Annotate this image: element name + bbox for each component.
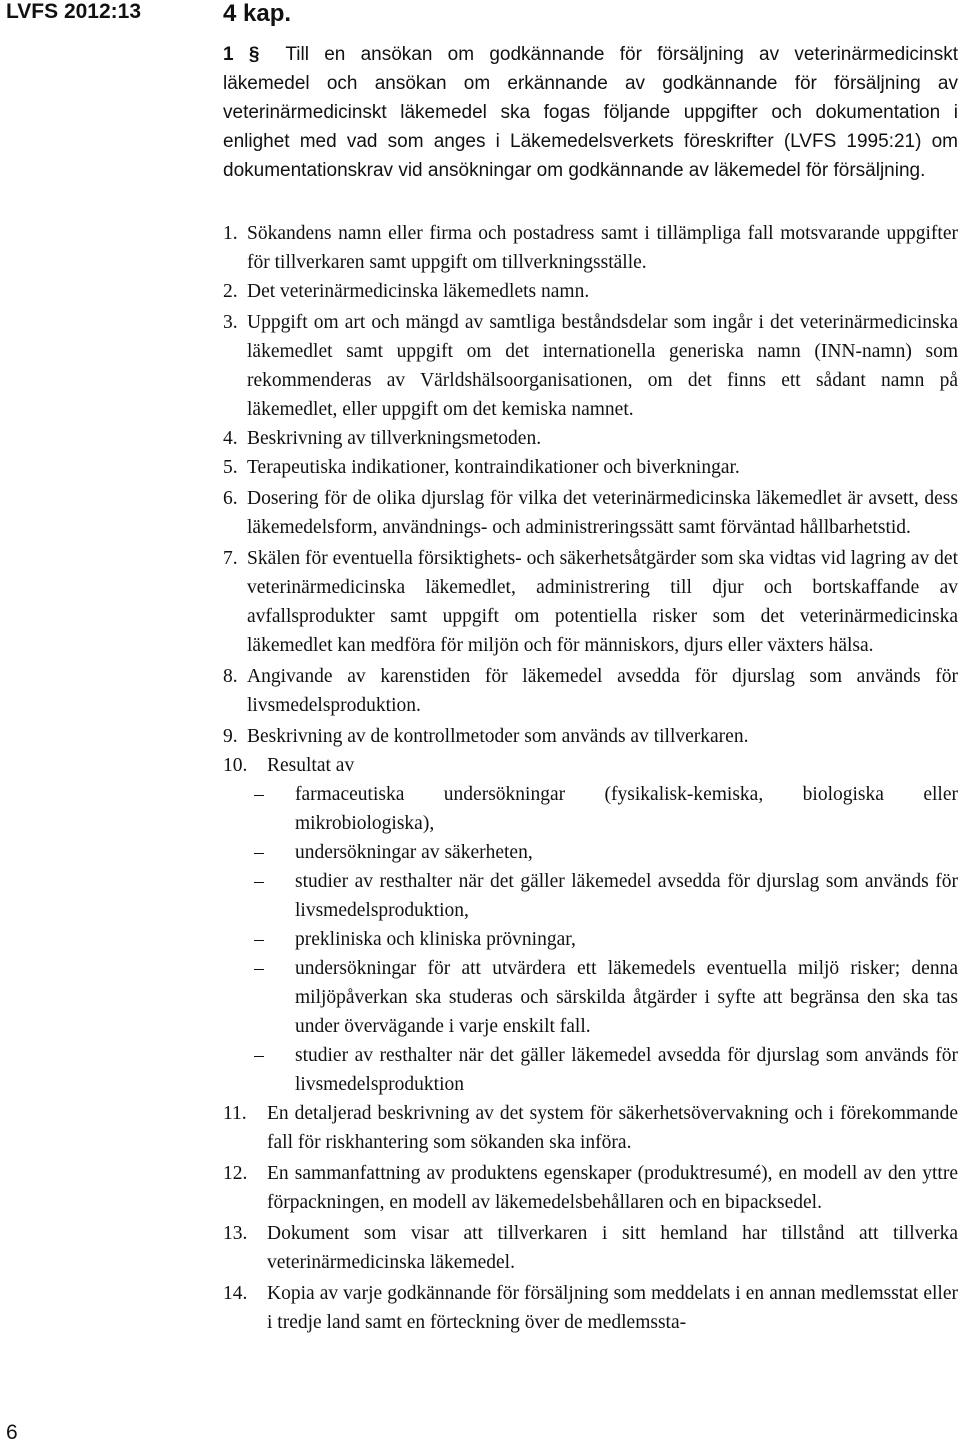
document-id: LVFS 2012:13 bbox=[6, 0, 142, 23]
item-text: En sammanfattning av produktens egenskaper (produktresumé), en modell av den yttre förpackningen, en modell av läkemedelsbehållaren och en bipacksedel. bbox=[267, 1163, 958, 1213]
section-text: Till en ansökan om godkännande för försäljning av veterinärmedicinskt läkemedel och ansökan om erkännande av godkännande för försäljning av veterinärmedicinskt läkemedel ska fogas följande uppgifter och dokumentation i enlighet med vad som anges i Läkemedelsverkets föreskrifter (LVFS 1995:21) om dokumentationskrav vid ansökningar om godkännande av läkemedel för försäljning. bbox=[223, 44, 958, 181]
item-number: 13. bbox=[223, 1223, 248, 1244]
item-number: 6. bbox=[223, 488, 238, 509]
item-text: Det veterinärmedicinska läkemedlets namn. bbox=[247, 281, 590, 302]
requirements-list bbox=[223, 219, 958, 1337]
list-item bbox=[223, 484, 958, 542]
item-text: Resultat av bbox=[267, 755, 355, 776]
item-text: Dosering för de olika djurslag för vilka det veterinärmedicinska läkemedlet är avsett, dess läkemedelsform, användnings- och administreringssätt samt förväntad hållbarhetstid. bbox=[247, 488, 958, 538]
item-text: Uppgift om art och mängd av samtliga beståndsdelar som ingår i det veterinärmedicinska läkemedlet samt uppgift om det internationella generiska namn (INN-namn) som rekommenderas av Världshälsoorganisationen, om det finns ett sådant namn på läkemedlet, eller uppgift om det kemiska namnet. bbox=[247, 312, 958, 420]
results-sublist bbox=[223, 780, 958, 1099]
list-item bbox=[223, 277, 958, 306]
list-item bbox=[223, 453, 958, 482]
dash-marker: – bbox=[254, 842, 264, 863]
sublist-text: prekliniska och kliniska prövningar, bbox=[295, 929, 576, 950]
list-item bbox=[223, 1219, 958, 1277]
item-text-block bbox=[267, 751, 958, 780]
sublist-text: undersökningar av säkerheten, bbox=[295, 842, 533, 863]
item-number: 4. bbox=[223, 428, 238, 449]
item-number: 11. bbox=[223, 1103, 247, 1124]
dash-marker: – bbox=[254, 958, 264, 979]
list-item bbox=[223, 544, 958, 660]
section-paragraph bbox=[223, 40, 958, 185]
item-number: 1. bbox=[223, 223, 238, 244]
item-number: 5. bbox=[223, 457, 238, 478]
sublist-text: studier av resthalter när det gäller läkemedel avsedda för djurslag som används för livsmedelsproduktion, bbox=[295, 871, 958, 921]
list-item bbox=[223, 1159, 958, 1217]
sublist-item bbox=[223, 867, 958, 925]
sublist-text: farmaceutiska undersökningar (fysikalisk-kemiska, biologiska eller mikrobiologiska), bbox=[295, 784, 958, 834]
item-text: Skälen för eventuella försiktighets- och säkerhetsåtgärder som ska vidtas vid lagring av det veterinärmedicinska läkemedlet, administrering till djur och bortskaffande av avfallsprodukter samt uppgift om potentiella risker som det veterinärmedicinska läkemedlet kan medföra för miljön och för människors, djurs eller växters hälsa. bbox=[247, 548, 958, 656]
list-item bbox=[223, 722, 958, 751]
dash-marker: – bbox=[254, 871, 264, 892]
item-number: 10. bbox=[223, 755, 248, 776]
dash-marker: – bbox=[254, 784, 264, 805]
sublist-item bbox=[223, 838, 958, 867]
sublist-item bbox=[223, 954, 958, 1041]
item-text: Angivande av karenstiden för läkemedel avsedda för djurslag som används för livsmedelsproduktion. bbox=[247, 666, 958, 716]
item-text: Kopia av varje godkännande för försäljning som meddelats i en annan medlemsstat eller i tredje land samt en förteckning över de medlemssta- bbox=[267, 1283, 958, 1333]
chapter-heading: 4 kap. bbox=[223, 0, 292, 27]
dash-marker: – bbox=[254, 929, 264, 950]
item-number: 14. bbox=[223, 1283, 248, 1304]
section-number: 1 § bbox=[223, 44, 260, 65]
item-text: Sökandens namn eller firma och postadress samt i tillämpliga fall motsvarande uppgifter för tillverkaren samt uppgift om tillverkningsställe. bbox=[247, 223, 958, 273]
dash-marker: – bbox=[254, 1045, 264, 1066]
list-item bbox=[223, 1099, 958, 1157]
list-item bbox=[223, 662, 958, 720]
list-item-results bbox=[223, 751, 958, 780]
list-item bbox=[223, 308, 958, 424]
page-number: 6 bbox=[6, 1421, 18, 1444]
item-number: 12. bbox=[223, 1163, 248, 1184]
list-item bbox=[223, 424, 958, 453]
item-text: Terapeutiska indikationer, kontraindikationer och biverkningar. bbox=[247, 457, 740, 478]
item-text: Dokument som visar att tillverkaren i sitt hemland har tillstånd att tillverka veterinärmedicinska läkemedel. bbox=[267, 1223, 958, 1273]
item-number: 2. bbox=[223, 281, 238, 302]
item-text: Beskrivning av tillverkningsmetoden. bbox=[247, 428, 542, 449]
sublist-text: studier av resthalter när det gäller läkemedel avsedda för djurslag som används för livsmedelsproduktion bbox=[295, 1045, 958, 1095]
item-number: 9. bbox=[223, 726, 238, 747]
list-item bbox=[223, 1279, 958, 1337]
sublist-item bbox=[223, 1041, 958, 1099]
sublist-text: undersökningar för att utvärdera ett läkemedels eventuella miljö risker; denna miljöpåverkan ska studeras och särskilda åtgärder i syfte att begränsa den ska tas under övervägande i varje enskilt fall. bbox=[295, 958, 958, 1037]
item-text: Beskrivning av de kontrollmetoder som används av tillverkaren. bbox=[247, 726, 749, 747]
item-text: En detaljerad beskrivning av det system för säkerhetsövervakning och i förekommande fall för riskhantering som sökanden ska införa. bbox=[267, 1103, 958, 1153]
list-item bbox=[223, 219, 958, 277]
item-number: 7. bbox=[223, 548, 238, 569]
item-number: 8. bbox=[223, 666, 238, 687]
sublist-item bbox=[223, 780, 958, 838]
item-number: 3. bbox=[223, 312, 238, 333]
sublist-item bbox=[223, 925, 958, 954]
